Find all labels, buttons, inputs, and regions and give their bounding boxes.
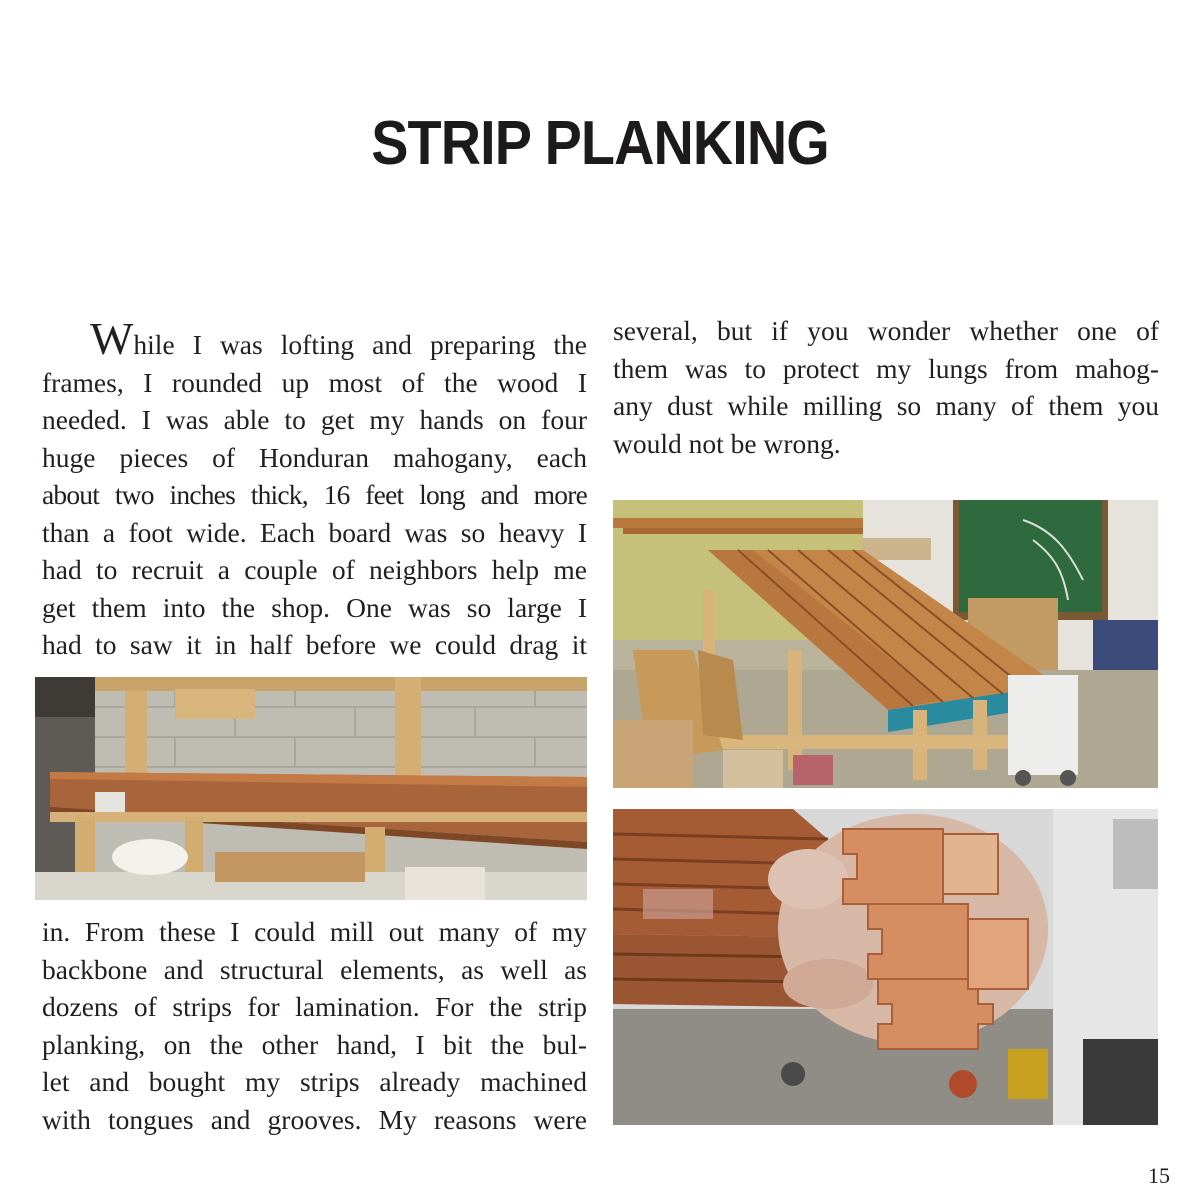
text-line: several, but if you wonder whether one of [613,315,1159,346]
page-number: 15 [1148,1163,1170,1188]
text-line: dozens of strips for lamination. For the strip [42,991,587,1022]
text-line: huge pieces of Honduran mahogany, each [42,441,587,473]
page-title: STRIP PLANKING [371,109,829,178]
text-line: them was to protect my lungs from mahog- [613,352,1159,384]
workshop-image [613,500,1158,788]
text-line: frames, I rounded up most of the wood I [42,366,587,398]
text-line: backbone and structural elements, as well as [42,953,587,985]
text-line: would not be wrong. [613,427,841,459]
text-line: any dust while milling so many of them you [613,390,1159,421]
lumber-rack-image [35,677,587,900]
text-line: in. From these I could mill out many of my [42,916,587,947]
text-line: had to saw it in half before we could drag it [42,629,587,660]
text-line: While I was lofting and preparing the [90,313,587,364]
photo-strips-in-hand [613,809,1158,1125]
text-line: let and bought my strips already machined [42,1066,587,1097]
text-line: needed. I was able to get my hands on four [42,404,587,435]
body-text-right-top [613,312,1159,462]
text-line: than a foot wide. Each board was so heavy I [42,516,587,548]
dropcap: W [90,313,134,364]
text-line: get them into the shop. One was so large I [42,591,587,623]
body-text-left-top [42,313,587,664]
photo-lumber-rack [35,677,587,900]
text-line: about two inches thick, 16 feet long and more [42,479,587,510]
text-line: had to recruit a couple of neighbors help me [42,554,587,585]
photo-workshop [613,500,1158,788]
strips-in-hand-image [613,809,1158,1125]
text-line: with tongues and grooves. My reasons were [42,1103,587,1135]
body-text-left-bottom [42,913,587,1138]
text-line: planking, on the other hand, I bit the bul- [42,1028,587,1060]
